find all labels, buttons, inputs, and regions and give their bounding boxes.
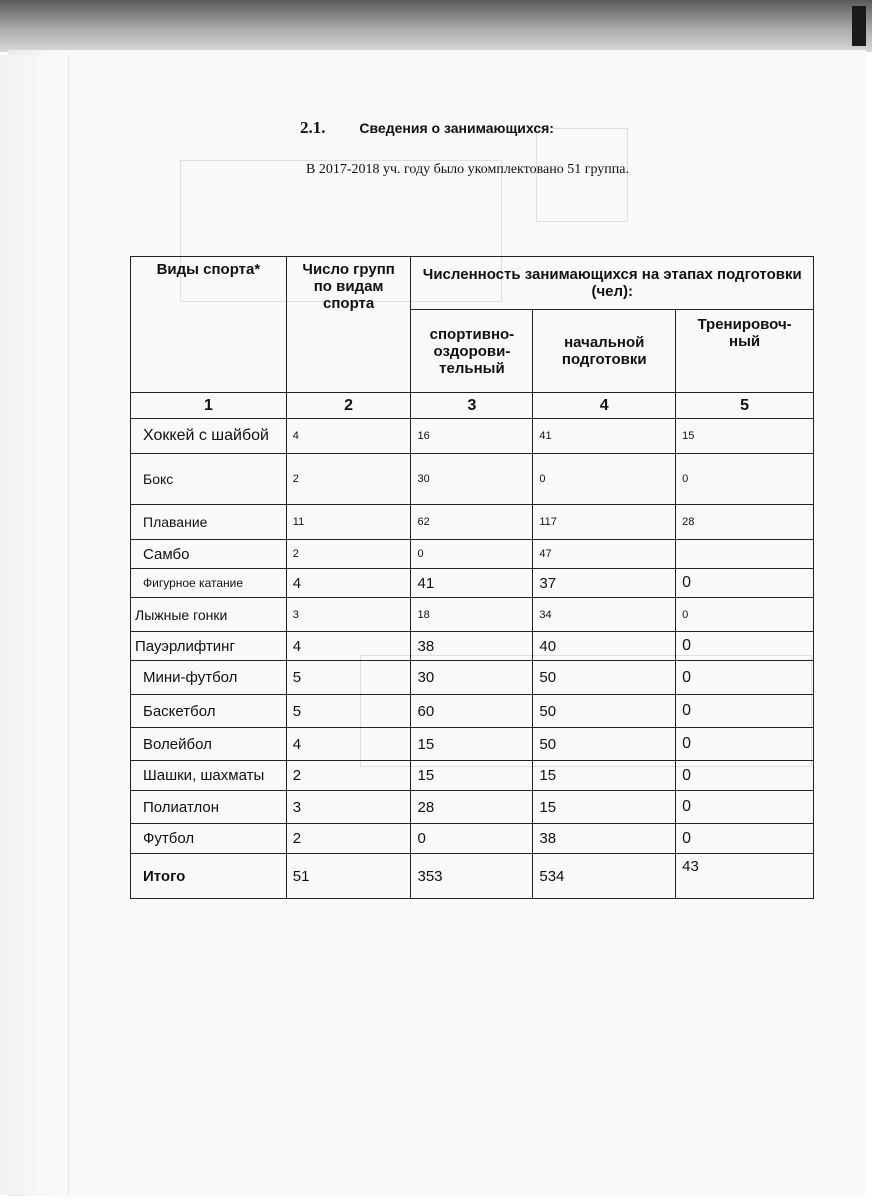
training-count: 0	[676, 661, 814, 695]
column-number: 2	[286, 393, 411, 419]
sport-health-count: 15	[411, 761, 533, 791]
groups-count: 4	[286, 728, 411, 761]
sport-health-count: 16	[411, 419, 533, 454]
initial-training-count: 41	[533, 419, 676, 454]
sport-name: Лыжные гонки	[131, 598, 287, 632]
groups-count: 3	[286, 791, 411, 824]
initial-training-count: 15	[533, 791, 676, 824]
sport-name: Шашки, шахматы	[131, 761, 287, 791]
total-groups: 51	[286, 854, 411, 899]
section-title: Сведения о занимающихся:	[359, 120, 554, 136]
sport-name: Хоккей с шайбой	[131, 419, 287, 454]
sport-name: Волейбол	[131, 728, 287, 761]
groups-count: 4	[286, 419, 411, 454]
sport-name: Фигурное катание	[131, 569, 287, 598]
scanner-edge	[852, 6, 866, 46]
initial-training-count: 38	[533, 824, 676, 854]
scanner-frame	[0, 0, 872, 52]
groups-count: 3	[286, 598, 411, 632]
sport-health-count: 38	[411, 632, 533, 661]
header-sport: Виды спорта*	[131, 257, 287, 393]
header-participants: Численность занимающихся на этапах подготовки (чел):	[411, 257, 814, 310]
table-row	[131, 454, 814, 505]
groups-count: 2	[286, 824, 411, 854]
initial-training-count: 0	[533, 454, 676, 505]
column-number: 5	[676, 393, 814, 419]
total-sport-health: 353	[411, 854, 533, 899]
table-row	[131, 824, 814, 854]
sport-health-count: 28	[411, 791, 533, 824]
sport-health-count: 0	[411, 540, 533, 569]
sport-health-count: 18	[411, 598, 533, 632]
groups-count: 4	[286, 569, 411, 598]
training-count: 0	[676, 728, 814, 761]
header-training: Тренировоч-ный	[676, 310, 814, 393]
groups-count: 2	[286, 540, 411, 569]
table-row	[131, 761, 814, 791]
sport-name: Плавание	[131, 505, 287, 540]
groups-count: 2	[286, 454, 411, 505]
training-count: 0	[676, 632, 814, 661]
table-row	[131, 728, 814, 761]
initial-training-count: 117	[533, 505, 676, 540]
initial-training-count: 50	[533, 661, 676, 695]
page-fold-shadow	[0, 55, 69, 1195]
table-row	[131, 661, 814, 695]
table-row	[131, 569, 814, 598]
sport-health-count: 0	[411, 824, 533, 854]
table-header-row	[131, 257, 814, 310]
sport-name: Футбол	[131, 824, 287, 854]
header-sport-health: спортивно-оздорови-тельный	[411, 310, 533, 393]
sport-health-count: 30	[411, 661, 533, 695]
training-count	[676, 540, 814, 569]
training-count: 0	[676, 791, 814, 824]
groups-count: 4	[286, 632, 411, 661]
training-count: 0	[676, 761, 814, 791]
initial-training-count: 40	[533, 632, 676, 661]
total-initial-training: 534	[533, 854, 676, 899]
table-row	[131, 695, 814, 728]
sport-name: Бокс	[131, 454, 287, 505]
sport-health-count: 30	[411, 454, 533, 505]
column-number-row	[131, 393, 814, 419]
training-count: 0	[676, 824, 814, 854]
column-number: 1	[131, 393, 287, 419]
groups-count: 5	[286, 695, 411, 728]
sports-table	[130, 256, 814, 899]
table-row	[131, 632, 814, 661]
header-groups: Число групп по видам спорта	[286, 257, 411, 393]
training-count: 0	[676, 598, 814, 632]
training-count: 0	[676, 454, 814, 505]
column-number: 3	[411, 393, 533, 419]
table-row	[131, 505, 814, 540]
training-count: 15	[676, 419, 814, 454]
initial-training-count: 34	[533, 598, 676, 632]
sport-name: Полиатлон	[131, 791, 287, 824]
initial-training-count: 50	[533, 695, 676, 728]
groups-count: 11	[286, 505, 411, 540]
table-total-row	[131, 854, 814, 899]
table-row	[131, 791, 814, 824]
column-number: 4	[533, 393, 676, 419]
training-count: 28	[676, 505, 814, 540]
sport-health-count: 62	[411, 505, 533, 540]
sport-name: Самбо	[131, 540, 287, 569]
table-row	[131, 598, 814, 632]
initial-training-count: 47	[533, 540, 676, 569]
initial-training-count: 50	[533, 728, 676, 761]
training-count: 0	[676, 569, 814, 598]
sport-name: Мини-футбол	[131, 661, 287, 695]
header-initial-training: начальной подготовки	[533, 310, 676, 393]
sport-health-count: 15	[411, 728, 533, 761]
sport-health-count: 60	[411, 695, 533, 728]
section-heading	[300, 118, 554, 138]
groups-count: 2	[286, 761, 411, 791]
training-count: 0	[676, 695, 814, 728]
table-row	[131, 540, 814, 569]
section-number: 2.1.	[300, 118, 326, 137]
groups-count: 5	[286, 661, 411, 695]
initial-training-count: 37	[533, 569, 676, 598]
sport-health-count: 41	[411, 569, 533, 598]
sport-name: Баскетбол	[131, 695, 287, 728]
total-label: Итого	[131, 854, 287, 899]
initial-training-count: 15	[533, 761, 676, 791]
sport-name: Пауэрлифтинг	[131, 632, 287, 661]
table-row	[131, 419, 814, 454]
total-training: 43	[676, 854, 814, 899]
intro-text: В 2017-2018 уч. году было укомплектовано 51 группа.	[306, 162, 629, 177]
